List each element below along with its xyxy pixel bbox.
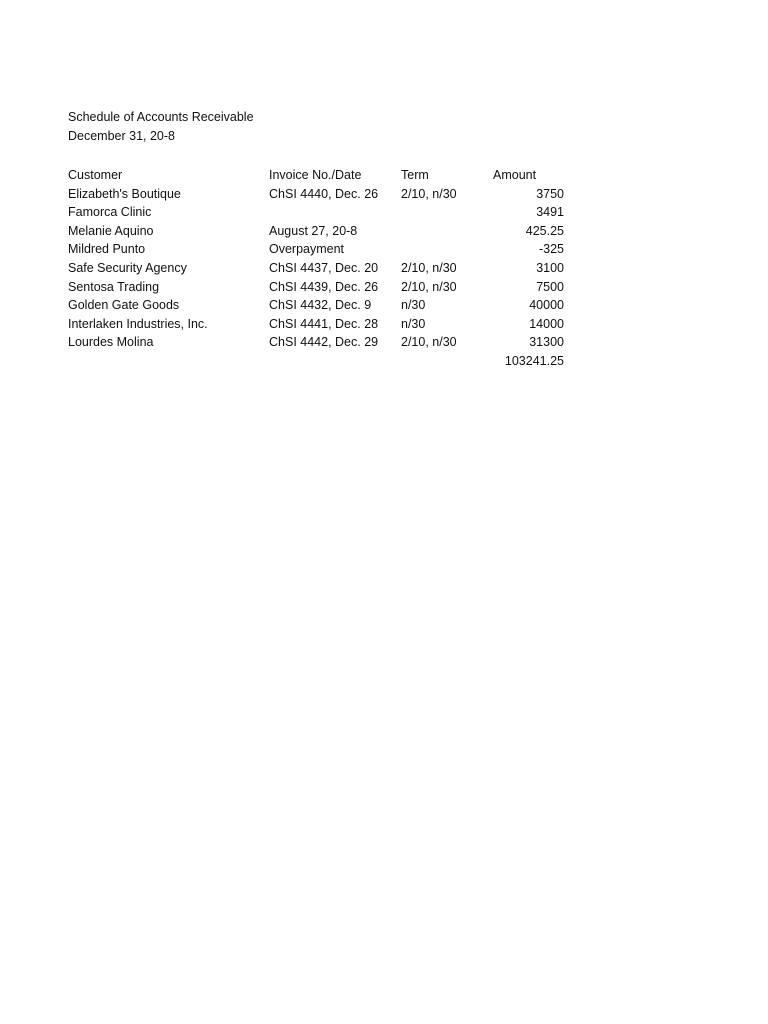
table-row bbox=[0, 333, 768, 352]
table-row bbox=[0, 185, 768, 204]
amount-cell: 425.25 bbox=[525, 223, 564, 238]
invoice-cell: ChSI 4442, Dec. 29 bbox=[269, 335, 379, 350]
total-row bbox=[0, 352, 768, 371]
header-invoice: Invoice No./Date bbox=[269, 168, 362, 182]
table-row bbox=[0, 296, 768, 315]
amount-cell: -325 bbox=[538, 242, 564, 257]
amount-cell: 14000 bbox=[529, 316, 564, 331]
customer-cell: Elizabeth's Boutique bbox=[68, 186, 181, 201]
customer-cell: Famorca Clinic bbox=[68, 205, 152, 220]
invoice-cell: August 27, 20-8 bbox=[269, 223, 358, 238]
amount-cell: 3100 bbox=[536, 260, 564, 275]
amount-cell: 3491 bbox=[536, 205, 564, 220]
table-row bbox=[0, 240, 768, 259]
header-customer: Customer bbox=[68, 168, 123, 182]
customer-cell: Melanie Aquino bbox=[68, 223, 154, 238]
amount-cell: 3750 bbox=[536, 186, 564, 201]
amount-cell: 40000 bbox=[529, 298, 564, 313]
document-title: Schedule of Accounts Receivable bbox=[68, 110, 254, 124]
table-row bbox=[0, 315, 768, 334]
term-cell: 2/10, n/30 bbox=[401, 279, 457, 294]
invoice-cell: ChSI 4440, Dec. 26 bbox=[269, 186, 379, 201]
customer-cell: Mildred Punto bbox=[68, 242, 146, 257]
customer-cell: Lourdes Molina bbox=[68, 335, 154, 350]
table-row bbox=[0, 259, 768, 278]
customer-cell: Safe Security Agency bbox=[68, 260, 187, 275]
header-term: Term bbox=[401, 168, 429, 182]
document-date: December 31, 20-8 bbox=[68, 129, 176, 143]
accounts-receivable-table bbox=[0, 166, 768, 371]
term-cell: 2/10, n/30 bbox=[401, 335, 457, 350]
invoice-cell: ChSI 4439, Dec. 26 bbox=[269, 279, 379, 294]
term-cell: 2/10, n/30 bbox=[401, 186, 457, 201]
customer-cell: Sentosa Trading bbox=[68, 279, 160, 294]
invoice-cell: ChSI 4441, Dec. 28 bbox=[269, 316, 379, 331]
amount-cell: 7500 bbox=[536, 279, 564, 294]
table-row bbox=[0, 203, 768, 222]
table-header-row bbox=[0, 166, 768, 185]
customer-cell: Interlaken Industries, Inc. bbox=[68, 316, 208, 331]
table-row bbox=[0, 222, 768, 241]
term-cell: 2/10, n/30 bbox=[401, 260, 457, 275]
header-amount: Amount bbox=[493, 168, 537, 182]
term-cell: n/30 bbox=[401, 298, 426, 313]
invoice-cell: ChSI 4437, Dec. 20 bbox=[269, 260, 379, 275]
amount-cell: 31300 bbox=[529, 335, 564, 350]
customer-cell: Golden Gate Goods bbox=[68, 298, 180, 313]
total-amount: 103241.25 bbox=[504, 353, 564, 368]
term-cell: n/30 bbox=[401, 316, 426, 331]
table-row bbox=[0, 278, 768, 297]
invoice-cell: ChSI 4432, Dec. 9 bbox=[269, 298, 372, 313]
invoice-cell: Overpayment bbox=[269, 242, 345, 257]
